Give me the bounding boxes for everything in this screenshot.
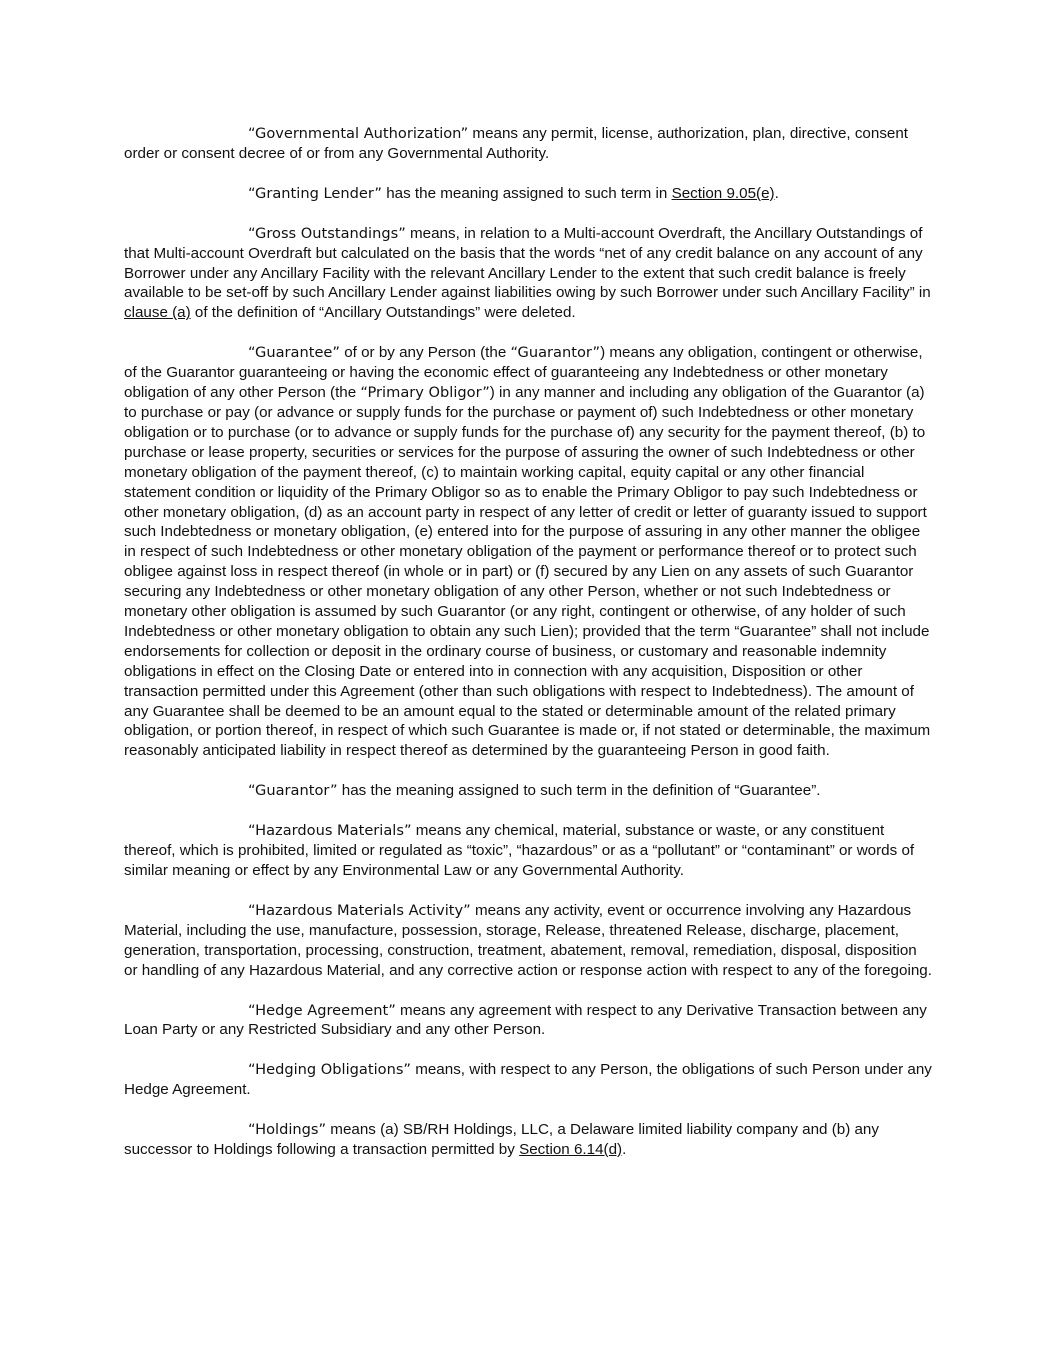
defined-term-inline: “Guarantor” — [510, 344, 601, 362]
definition-guarantee — [124, 343, 932, 761]
definitions-section — [124, 124, 932, 1180]
definition-text: has the meaning assigned to such term in — [382, 184, 672, 202]
definition-text: means (a) SB/RH Holdings, LLC, a Delaware limited liability company and (b) any successor to Holdings following a transaction permitted by — [124, 1121, 879, 1159]
definition-holdings — [124, 1120, 932, 1160]
definition-hazardous-materials — [124, 821, 932, 881]
cross-reference-section-9-05-e[interactable]: Section 9.05(e) — [671, 184, 775, 202]
defined-term: “Governmental Authorization” — [248, 125, 469, 142]
defined-term: “Hazardous Materials” — [248, 822, 412, 840]
definition-text: ) means any obligation, contingent or otherwise, of the Guarantor guaranteeing or having the economic effect of guaranteeing any Indebtedness or other monetary obligation of any other Person (the — [124, 344, 923, 402]
defined-term: “Guarantor” — [248, 782, 338, 800]
definition-text: means any activity, event or occurrence involving any Hazardous Material, including the use, manufacture, possession, storage, Release, threatened Release, discharge, placement, generation, transportation, processing, construction, treatment, abatement, removal, remediation, disposal, disposition or handling of any Hazardous Material, and any corrective action or response action with respect to any of the foregoing. — [124, 901, 932, 979]
definition-granting-lender — [124, 184, 932, 204]
defined-term-inline: “Primary Obligor” — [360, 384, 490, 402]
definition-text: means any chemical, material, substance or waste, or any constituent thereof, which is prohibited, limited or regulated as “toxic”, “hazardous” or as a “pollutant” or “contaminant” or words of similar meaning or effect by any Environmental Law or any Governmental Authority. — [124, 822, 915, 879]
defined-term: “Hedge Agreement” — [248, 1001, 396, 1019]
definition-text: of the definition of “Ancillary Outstandings” were deleted. — [190, 304, 576, 322]
cross-reference-section-6-14-d[interactable]: Section 6.14(d) — [519, 1141, 623, 1159]
definition-text: . — [774, 184, 779, 202]
definition-text: means, with respect to any Person, the obligations of such Person under any Hedge Agreement. — [124, 1061, 932, 1099]
definition-text: of or by any Person (the — [339, 344, 511, 362]
definition-hedge-agreement — [124, 1001, 932, 1041]
definition-guarantor — [124, 781, 932, 801]
cross-reference-clause-a[interactable]: clause (a) — [124, 304, 191, 322]
defined-term: “Hedging Obligations” — [248, 1061, 411, 1079]
definition-gross-outstandings — [124, 224, 932, 324]
defined-term: “Gross Outstandings” — [248, 224, 406, 242]
defined-term: “Hazardous Materials Activity” — [248, 901, 471, 919]
definition-text: means any agreement with respect to any Derivative Transaction between any Loan Party or any Restricted Subsidiary and any other Person. — [124, 1001, 927, 1039]
definition-governmental-authorization — [124, 124, 932, 164]
defined-term: “Holdings” — [248, 1121, 327, 1139]
definition-text: means any permit, license, authorization, plan, directive, consent order or consent decree of or from any Governmental Authority. — [124, 125, 909, 162]
definition-text: means, in relation to a Multi-account Overdraft, the Ancillary Outstandings of that Multi-account Overdraft but calculated on the basis that the words “net of any credit balance on any account of any Borrower under any Ancillary Facility with the relevant Ancillary Lender to the extent that such credit balance is freely available to be set-off by such Ancillary Lender against liabilities owing by such Borrower under such Ancillary Facility” in — [124, 224, 931, 302]
definition-hedging-obligations — [124, 1060, 932, 1100]
definition-text: . — [622, 1141, 627, 1159]
definition-hazardous-materials-activity — [124, 901, 932, 981]
defined-term: “Guarantee” — [248, 344, 340, 362]
definition-text: has the meaning assigned to such term in the definition of “Guarantee”. — [337, 782, 821, 800]
definition-text: ) in any manner and including any obligation of the Guarantor (a) to purchase or pay (or advance or supply funds for the purchase or payment of) such Indebtedness or other monetary obligation or to purchase (or to advance or supply funds for the purchase of) any security for the payment thereof, (b) to purchase or lease property, securities or services for the purpose of assuring the owner of such Indebtedness or other monetary obligation of the payment thereof, (c) to maintain working capital, equity capital or any other financial statement condition or liquidity of the Primary Obligor so as to enable the Primary Obligor to pay such Indebtedness or other monetary obligation, (d) as an account party in respect of any letter of credit or letter of guaranty issued to support such Indebtedness or monetary obligation, (e) entered into for the purpose of assuring in any other manner the obligee in respect of such Indebtedness or other monetary obligation of the payment or performance thereof or to protect such obligee against loss in respect thereof (in whole or in part) or (f) secured by any Lien on any assets of such Guarantor securing any Indebtedness or other monetary obligation of any other Person, whether or not such Indebtedness or monetary other obligation is assumed by such Guarantor (or any right, contingent or otherwise, of any holder of such Indebtedness or other monetary obligation to obtain any such Lien); provided that the term “Guarantee” shall not include endorsements for collection or deposit in the ordinary course of business, or customary and reasonable indemnity obligations in effect on the Closing Date or entered into in connection with any acquisition, Disposition or other transaction permitted under this Agreement (other than such obligations with respect to Indebtedness). The amount of any Guarantee shall be deemed to be an amount equal to the stated or determinable amount of the related primary obligation, or portion thereof, in respect of which such Guarantee is made or, if not stated or determinable, the maximum reasonably anticipated liability in respect thereof as determined by the guaranteeing Person in good faith. — [124, 384, 931, 760]
defined-term: “Granting Lender” — [248, 184, 382, 202]
